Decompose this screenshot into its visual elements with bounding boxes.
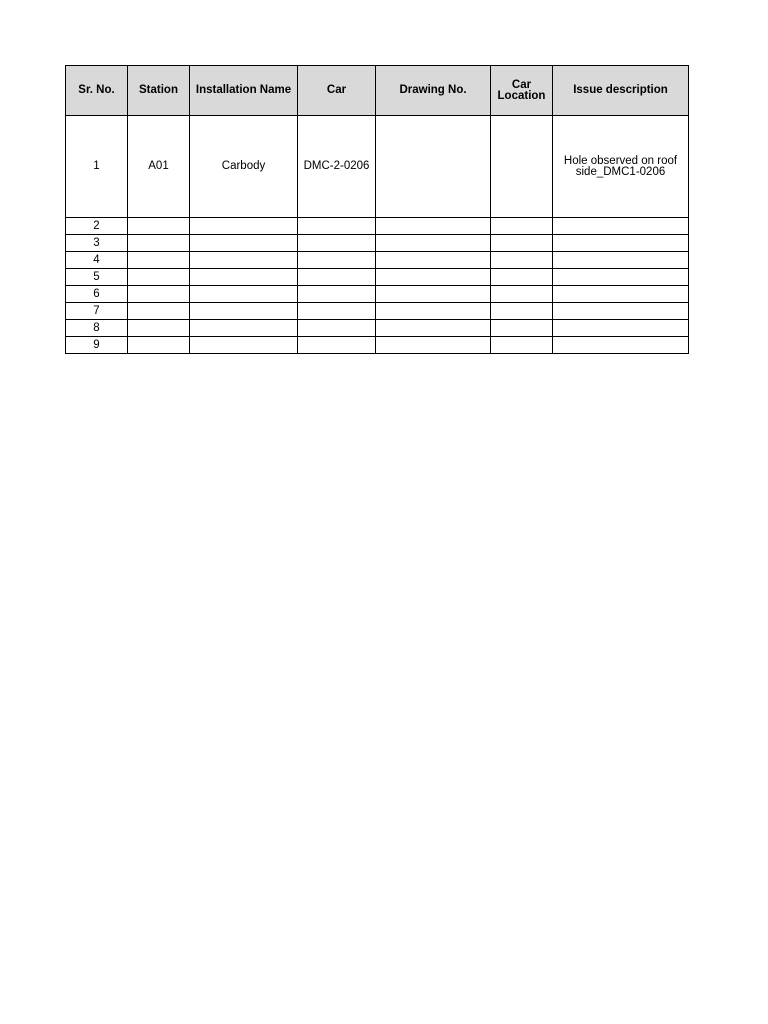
- cell-car-location[interactable]: [491, 252, 553, 269]
- table-row: [66, 303, 689, 320]
- cell-drawing-no[interactable]: [376, 116, 491, 218]
- cell-station[interactable]: [128, 218, 190, 235]
- cell-installation-name[interactable]: [190, 320, 298, 337]
- cell-car[interactable]: [298, 218, 376, 235]
- cell-installation-name[interactable]: [190, 303, 298, 320]
- cell-drawing-no[interactable]: [376, 269, 491, 286]
- cell-station[interactable]: [128, 286, 190, 303]
- header-car-location-line1: Car: [511, 78, 532, 91]
- issue-description-line1: Hole observed on roof: [563, 154, 678, 167]
- table-row: [66, 218, 689, 235]
- header-row: [66, 66, 689, 116]
- cell-car-location[interactable]: [491, 235, 553, 252]
- cell-sr-no[interactable]: 9: [66, 337, 128, 354]
- cell-installation-name[interactable]: [190, 252, 298, 269]
- cell-sr-no[interactable]: 5: [66, 269, 128, 286]
- table-header: [66, 66, 689, 116]
- header-car-location-line2: Location: [497, 89, 546, 102]
- table-row: [66, 252, 689, 269]
- header-car-location[interactable]: [491, 66, 553, 116]
- header-issue-description[interactable]: Issue description: [553, 66, 689, 116]
- cell-station[interactable]: [128, 235, 190, 252]
- cell-drawing-no[interactable]: [376, 252, 491, 269]
- cell-issue-description[interactable]: [553, 286, 689, 303]
- cell-car-location[interactable]: [491, 303, 553, 320]
- cell-car[interactable]: [298, 286, 376, 303]
- cell-issue-description[interactable]: [553, 320, 689, 337]
- cell-station[interactable]: [128, 320, 190, 337]
- cell-car-location[interactable]: [491, 320, 553, 337]
- cell-car[interactable]: [298, 269, 376, 286]
- table-row: [66, 286, 689, 303]
- header-station[interactable]: Station: [128, 66, 190, 116]
- table-body: [66, 116, 689, 354]
- cell-installation-name[interactable]: [190, 235, 298, 252]
- cell-car[interactable]: [298, 235, 376, 252]
- header-car[interactable]: Car: [298, 66, 376, 116]
- spreadsheet-page: [65, 65, 688, 354]
- cell-car-location[interactable]: [491, 218, 553, 235]
- cell-car[interactable]: [298, 252, 376, 269]
- cell-station[interactable]: [128, 252, 190, 269]
- cell-drawing-no[interactable]: [376, 303, 491, 320]
- issue-description-text: [564, 156, 677, 178]
- cell-issue-description[interactable]: [553, 235, 689, 252]
- cell-issue-description[interactable]: [553, 218, 689, 235]
- cell-station[interactable]: [128, 303, 190, 320]
- table-row: [66, 269, 689, 286]
- cell-issue-description[interactable]: [553, 303, 689, 320]
- cell-sr-no[interactable]: 1: [66, 116, 128, 218]
- cell-car-location[interactable]: [491, 269, 553, 286]
- cell-installation-name[interactable]: Carbody: [190, 116, 298, 218]
- cell-car[interactable]: [298, 337, 376, 354]
- cell-issue-description[interactable]: [553, 252, 689, 269]
- table-row: [66, 320, 689, 337]
- cell-station[interactable]: [128, 337, 190, 354]
- cell-sr-no[interactable]: 3: [66, 235, 128, 252]
- cell-issue-description[interactable]: [553, 337, 689, 354]
- issue-table: [65, 65, 689, 354]
- cell-car-location[interactable]: [491, 116, 553, 218]
- cell-drawing-no[interactable]: [376, 337, 491, 354]
- cell-drawing-no[interactable]: [376, 218, 491, 235]
- cell-sr-no[interactable]: 2: [66, 218, 128, 235]
- table-row: [66, 235, 689, 252]
- cell-drawing-no[interactable]: [376, 320, 491, 337]
- header-drawing-no[interactable]: Drawing No.: [376, 66, 491, 116]
- cell-car[interactable]: [298, 320, 376, 337]
- cell-installation-name[interactable]: [190, 337, 298, 354]
- cell-car-location[interactable]: [491, 286, 553, 303]
- table-row: [66, 337, 689, 354]
- cell-issue-description[interactable]: [553, 269, 689, 286]
- cell-sr-no[interactable]: 7: [66, 303, 128, 320]
- table-row: [66, 116, 689, 218]
- cell-installation-name[interactable]: [190, 286, 298, 303]
- cell-sr-no[interactable]: 8: [66, 320, 128, 337]
- cell-installation-name[interactable]: [190, 218, 298, 235]
- cell-installation-name[interactable]: [190, 269, 298, 286]
- cell-car-location[interactable]: [491, 337, 553, 354]
- cell-car[interactable]: [298, 303, 376, 320]
- cell-sr-no[interactable]: 4: [66, 252, 128, 269]
- issue-description-line2: side_DMC1-0206: [575, 165, 666, 178]
- header-sr-no[interactable]: Sr. No.: [66, 66, 128, 116]
- cell-drawing-no[interactable]: [376, 235, 491, 252]
- cell-drawing-no[interactable]: [376, 286, 491, 303]
- header-installation-name[interactable]: Installation Name: [190, 66, 298, 116]
- cell-station[interactable]: A01: [128, 116, 190, 218]
- cell-sr-no[interactable]: 6: [66, 286, 128, 303]
- cell-car[interactable]: DMC-2-0206: [298, 116, 376, 218]
- cell-issue-description[interactable]: [553, 116, 689, 218]
- cell-station[interactable]: [128, 269, 190, 286]
